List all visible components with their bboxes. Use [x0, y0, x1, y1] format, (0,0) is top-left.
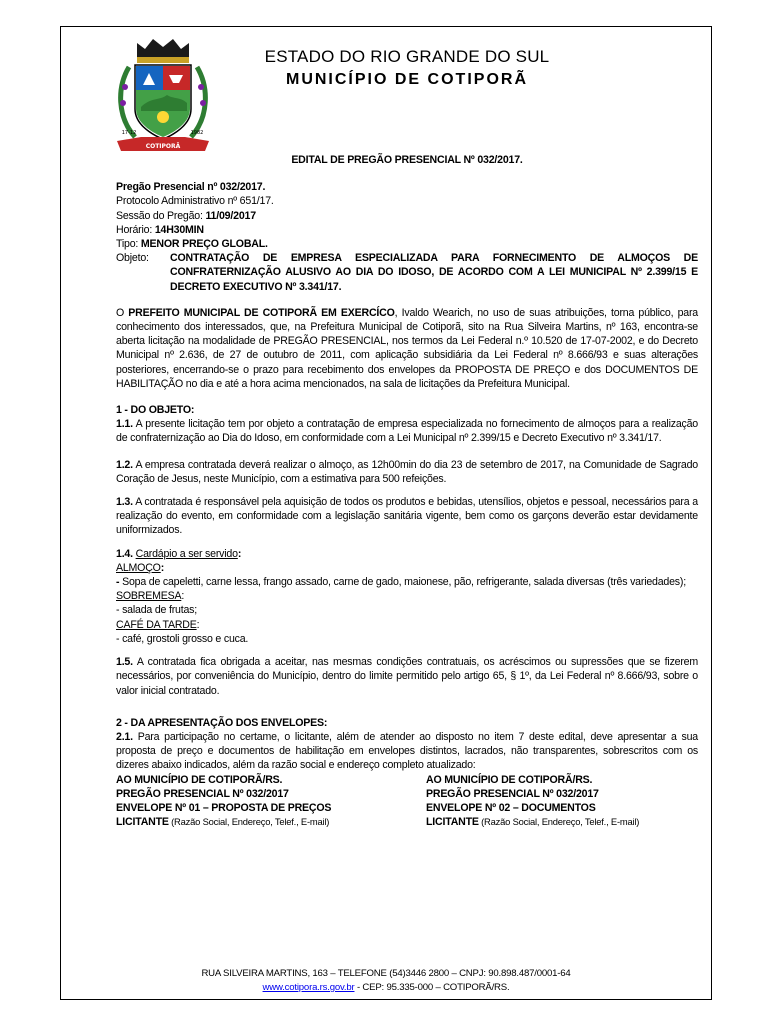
- envelope-2-line-1: AO MUNICÍPIO DE COTIPORÃ/RS.: [426, 773, 593, 786]
- text-1-5: A contratada fica obrigada a aceitar, nas mesmas condições contratuais, os acréscimos ou supressões que se fizerem necessários, por conveniência do Município, dentro do limite permitido pelo artigo 65, § 1º, da Lei Federal nº 8.666/93, sobre o valor inicial contratado.: [116, 656, 698, 697]
- tipo-label: Tipo:: [116, 238, 141, 251]
- document-body: [116, 153, 698, 829]
- num-1-5: 1.5.: [116, 656, 133, 669]
- footer-address: RUA SILVEIRA MARTINS, 163 – TELEFONE (54)3446 2800 – CNPJ: 90.898.487/0001-64: [201, 968, 571, 979]
- paragraph-2-1: [116, 730, 698, 773]
- objeto-value: CONTRATAÇÃO DE EMPRESA ESPECIALIZADA PARA FORNECIMENTO DE ALMOÇOS DE CONFRATERNIZAÇÃO ALUSIVO AO DIA DO IDOSO, DE ACORDO COM A LEI MUNICIPAL Nº 2.399/15 E DECRETO EXECUTIVO Nº 3.341/17.: [170, 252, 698, 293]
- horario-line: [116, 223, 698, 237]
- almoco-text: Sopa de capeletti, carne lessa, frango assado, carne de gado, maionese, pão, refrigerante, salada diversas (três variedades);: [122, 576, 686, 589]
- state-title: ESTADO DO RIO GRANDE DO SUL: [264, 47, 550, 66]
- text-1-3: A contratada é responsável pela aquisição de todos os produtos e bebidas, utensílios, objetos e pessoal, necessários para a realização do evento, em conformidade com a legislação sanitária vigente, bem como os garçons deverão estar devidamente uniformizados.: [116, 496, 698, 537]
- envelope-1-line-3: ENVELOPE Nº 01 – PROPOSTA DE PREÇOS: [116, 801, 332, 814]
- num-2-1: 2.1.: [116, 730, 133, 743]
- objeto-label: Objeto:: [116, 252, 149, 265]
- envelope-labels: [116, 773, 698, 830]
- text-1-1: A presente licitação tem por objeto a contratação de empresa especializada no fornecimento de almoços para a realização de confraternização ao Dia do Idoso, em conformidade com a Lei Municipal nº 2.399/15 e Decreto Executivo nº 3.341/17.: [116, 418, 698, 445]
- envelope-2-licitante-detail: (Razão Social, Endereço, Telef., E-mail): [478, 816, 640, 828]
- menu-colon: :: [237, 547, 242, 560]
- tipo-line: [116, 237, 698, 251]
- cafe-heading: [116, 618, 698, 632]
- text-1-2: A empresa contratada deverá realizar o almoço, as 12h00min do dia 23 de setembro de 2017, na Comunidade de Sagrado Coração de Jesus, neste Município, com a estimativa para 500 refeições.: [116, 458, 698, 485]
- envelope-2: [426, 773, 698, 830]
- sessao-line: [116, 209, 698, 223]
- city-title: MUNICÍPIO DE COTIPORÃ: [285, 71, 528, 88]
- paragraph-1-1: [116, 417, 698, 445]
- envelope-1-line-1: AO MUNICÍPIO DE COTIPORÃ/RS.: [116, 773, 283, 786]
- paragraph-1-5: [116, 655, 698, 698]
- section-2-title: 2 - DA APRESENTAÇÃO DOS ENVELOPES:: [116, 716, 328, 729]
- document-page: [60, 26, 712, 1000]
- num-1-1: 1.1.: [116, 418, 133, 431]
- objeto-line: [116, 251, 698, 294]
- crest-year-left: 17-12: [121, 130, 137, 136]
- envelope-1-licitante-detail: (Razão Social, Endereço, Telef., E-mail): [168, 816, 330, 828]
- intro-bold: PREFEITO MUNICIPAL DE COTIPORÃ EM EXERCÍCO: [128, 306, 395, 319]
- sessao-value: 11/09/2017: [205, 209, 256, 222]
- sessao-label: Sessão do Pregão:: [116, 209, 206, 222]
- cafe-items: - café, grostoli grosso e cuca.: [116, 632, 249, 645]
- envelope-1-line-2: PREGÃO PRESENCIAL Nº 032/2017: [116, 787, 289, 800]
- envelope-2-line-4: [426, 815, 698, 829]
- crest-year-right: 1982: [190, 130, 204, 136]
- almoco-items: [116, 575, 698, 589]
- section-1-title: 1 - DO OBJETO:: [116, 404, 195, 417]
- num-1-2: 1.2.: [116, 458, 133, 471]
- horario-value: 14H30MIN: [154, 223, 204, 236]
- sobremesa-heading: [116, 589, 698, 603]
- edital-title: EDITAL DE PREGÃO PRESENCIAL Nº 032/2017.: [291, 154, 523, 166]
- municipal-coat-of-arms-icon: [107, 37, 219, 159]
- crest-banner-text: COTIPORÃ: [145, 143, 181, 150]
- almoco-label: ALMOÇO: [116, 561, 161, 574]
- envelope-1-line-4: [116, 815, 426, 829]
- pregao-number: Pregão Presencial nº 032/2017.: [116, 181, 266, 194]
- horario-label: Horário:: [116, 223, 155, 236]
- paragraph-1-4: [116, 547, 698, 561]
- footer-cep: - CEP: 95.335-000 – COTIPORÃ/RS.: [354, 982, 510, 993]
- num-1-3: 1.3.: [116, 496, 133, 509]
- num-1-4: 1.4.: [116, 547, 133, 560]
- website-link[interactable]: www.cotipora.rs.gov.br: [262, 982, 355, 993]
- envelope-2-licitante: LICITANTE: [426, 816, 479, 829]
- sobremesa-items: - salada de frutas;: [116, 604, 197, 617]
- footer-contact: [61, 982, 711, 993]
- sobremesa-label: SOBREMESA: [116, 590, 182, 603]
- almoco-colon: :: [160, 561, 165, 574]
- almoco-dash: -: [116, 576, 123, 589]
- envelope-1-licitante: LICITANTE: [116, 816, 169, 829]
- intro-prefix: O: [116, 306, 129, 319]
- tipo-value: MENOR PREÇO GLOBAL.: [140, 238, 268, 251]
- paragraph-1-2: [116, 458, 698, 486]
- almoco-heading: [116, 561, 698, 575]
- protocolo: Protocolo Administrativo nº 651/17.: [116, 195, 274, 208]
- envelope-2-line-3: ENVELOPE Nº 02 – DOCUMENTOS: [426, 801, 596, 814]
- sobremesa-colon: :: [181, 590, 185, 603]
- envelope-2-line-2: PREGÃO PRESENCIAL Nº 032/2017: [426, 787, 599, 800]
- envelope-1: [116, 773, 426, 830]
- intro-text: , Ivaldo Wearich, no uso de suas atribuições, torna público, para conhecimento dos interessados, que, na Prefeitura Municipal de Cotiporã, sito na Rua Silveira Martins, nº 163, encontra-se aberta licitação na modalidade de PREGÃO PRESENCIAL, nos termos da Lei Federal n.º 10.520 de 17-07-2002, e do Decreto Municipal nº 2.636, de 27 de outubro de 2011, com aplicação subsidiária da Lei Federal nº 8.666/93 e suas alterações posteriores, encerrando-se o prazo para recebimento dos envelopes da PROPOSTA DE PREÇO e dos DOCUMENTOS DE HABILITAÇÃO no dia e até a hora acima mencionados, na sala de licitações da Prefeitura Municipal.: [116, 306, 698, 390]
- intro-paragraph: [116, 306, 698, 391]
- cafe-colon: :: [196, 618, 200, 631]
- paragraph-1-3: [116, 495, 698, 538]
- menu-label: Cardápio a ser servido: [135, 547, 238, 560]
- text-2-1: Para participação no certame, o licitante, além de atender ao disposto no item 7 deste edital, deve apresentar a sua proposta de preço e documentos de habilitação em envelopes distintos, lacrados, não transparentes, sobrescritos com os dizeres abaixo indicados, além da razão social e endereço completo atualizado:: [116, 730, 698, 772]
- cafe-label: CAFÉ DA TARDE: [116, 618, 197, 631]
